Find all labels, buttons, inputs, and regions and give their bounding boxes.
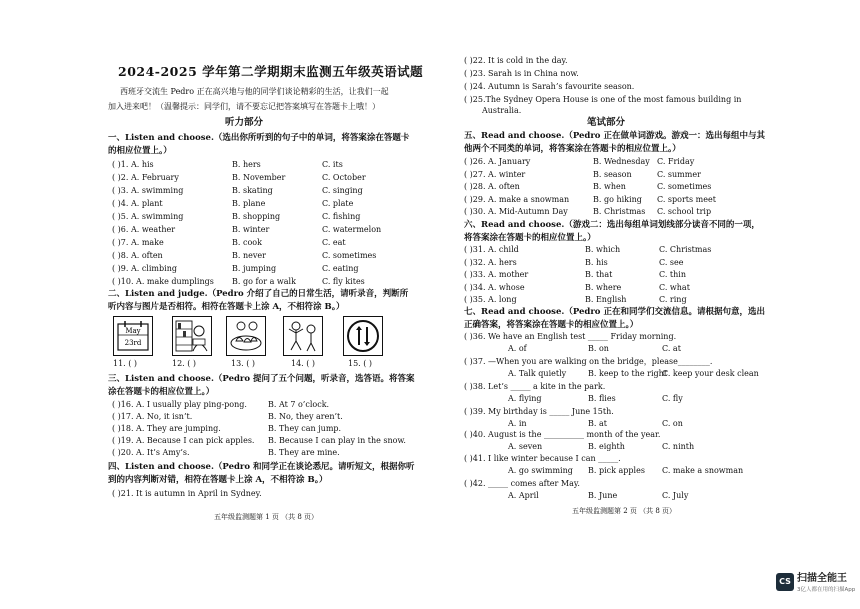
right-page [430,0,860,609]
item-42-option-b: B. June [588,491,618,500]
item-4-option-c: C. plate [322,199,354,208]
intro-line-1: 西班牙交流生 Pedro 正在高兴地与他的同学们谈论精彩的生活，让我们一起 [120,87,389,96]
item-5-option-b: B. shopping [232,212,281,221]
section1-header-1: 一、Listen and choose.（选出你所听到的句子中的单词，将答案涂在答题卡 [108,133,410,143]
item-37-option-a: A. Talk quietly [508,369,567,378]
item-40-option-c: C. ninth [662,442,695,451]
item-33-option-b: B. that [585,270,613,279]
item-8-option-a: ( )8. A. often [112,251,163,260]
item-42-option-a: A. April [508,491,539,500]
item-6-option-b: B. winter [232,225,270,234]
item-30-option-a: ( )30. A. Mid-Autumn Day [464,207,568,216]
item-4-option-b: B. plane [232,199,266,208]
judge-label-12: 12. ( ) [172,359,197,368]
item-28-option-a: ( )28. A. often [464,182,520,191]
item-35-option-b: B. English [585,295,627,304]
item-29-option-a: ( )29. A. make a snowman [464,194,570,204]
item-27-option-a: ( )27. A. winter [464,169,526,179]
section3-header-1: 三、Listen and choose.（Pedro 提问了五个问题，听录音，选答语。将答案 [108,374,415,384]
item-42-option-c: C. July [662,491,689,500]
item-2-option-a: ( )2. A. February [112,173,179,182]
judge-label-11: 11. ( ) [113,359,138,368]
item-31-option-a: ( )31. A. child [464,245,519,254]
item-1-option-c: C. its [322,160,343,169]
item-28-option-c: C. sometimes [657,182,712,191]
item-16-option-b: B. At 7 o’clock. [268,400,330,409]
item-7-option-a: ( )7. A. make [112,238,164,247]
item-34-option-c: C. what [659,282,690,292]
item-34-option-b: B. where [585,282,622,292]
item-38-option-b: B. flies [588,394,616,403]
item-27-option-c: C. summer [657,169,701,179]
intro-line-2: 加入进来吧！（温馨提示：同学们，请不要忘记把答案填写在答题卡上哦！） [108,102,380,111]
item-22: ( )22. It is cold in the day. [464,56,568,65]
scanner-app-name: 扫描全能王 [797,573,847,584]
item-23: ( )23. Sarah is in China now. [464,69,579,78]
item-7-option-b: B. cook [232,238,262,247]
dumplings-picture [226,316,266,356]
item-41-question: ( )41. I like winter because I can _____. [464,454,621,463]
item-18-option-a: ( )18. A. They are jumping. [112,424,221,433]
item-35-option-a: ( )35. A. long [464,295,517,304]
item-30-option-b: B. Christmas [593,207,646,216]
judge-label-14: 14. ( ) [291,359,316,368]
item-42-question: ( )42. _____ comes after May. [464,479,580,488]
section3-header-2: 涂在答题卡的相应位置上。） [108,387,215,397]
item-9-option-b: B. jumping [232,264,277,273]
item-3-option-a: ( )3. A. swimming [112,186,184,195]
section7-header-2: 正确答案，将答案涂在答题卡的相应位置上。） [464,320,639,330]
judge-label-15: 15. ( ) [348,359,373,368]
item-20-option-b: B. They are mine. [268,448,340,457]
item-34-option-a: ( )34. A. whose [464,282,525,292]
calendar-day: 23rd [124,339,142,347]
item-8-option-b: B. never [232,251,266,260]
item-4-option-a: ( )4. A. plant [112,199,163,208]
item-21: ( )21. It is autumn in April in Sydney. [112,489,262,498]
item-17-option-a: ( )17. A. No, it isn’t. [112,412,193,421]
item-6-option-c: C. watermelon [322,225,382,234]
item-25: ( )25.The Sydney Opera House is one of the most famous building in [464,95,742,104]
item-38-option-c: C. fly [662,394,683,403]
item-32-option-c: C. see [659,257,684,267]
item-17-option-b: B. No, they aren’t. [268,412,343,421]
section2-header-1: 二、Listen and judge.（Pedro 介绍了自己的日常生活，请听录音，判断所 [108,289,409,299]
item-37-question: ( )37. —When you are walking on the bridge，please________. [464,357,713,366]
item-31-option-c: C. Christmas [659,245,712,254]
exam-title: 2024-2025 学年第二学期期末监测五年级英语试题 [118,64,424,79]
keep-right-sign-picture [343,316,383,356]
section1-header-2: 的相应位置上。） [108,146,172,156]
item-3-option-b: B. skating [232,186,273,195]
item-3-option-c: C. singing [322,186,363,195]
children-playing-picture [283,316,323,356]
writing-heading: 笔试部分 [587,117,626,128]
item-37-option-c: C. keep your desk clean [662,369,759,378]
item-27-option-b: B. season [593,169,632,179]
item-20-option-a: ( )20. A. It’s Amy’s. [112,448,190,457]
item-29-option-c: C. sports meet [657,194,716,204]
item-29-option-b: B. go hiking [593,194,642,204]
item-6-option-a: ( )6. A. weather [112,225,176,234]
item-5-option-a: ( )5. A. swimming [112,212,184,221]
scanner-app-tagline: 3亿人都在用的扫描App [797,587,856,593]
section4-header-2: 到的内容判断对错，相符在答题卡上涂 A，不相符涂 B。） [108,475,328,485]
item-39-question: ( )39. My birthday is _____ June 15th. [464,407,614,416]
item-36-question: ( )36. We have an English test _____ Friday morning. [464,332,677,341]
item-26-option-a: ( )26. A. January [464,157,531,166]
item-41-option-c: C. make a snowman [662,466,744,475]
item-40-question: ( )40. August is the __________ month of the year. [464,430,661,439]
item-24: ( )24. Autumn is Sarah’s favourite season. [464,82,635,91]
footer-right: 五年级监测题第 2 页 （共 8 页） [572,507,677,515]
item-39-option-c: C. on [662,419,683,428]
item-41-option-a: A. go swimming [508,466,573,475]
item-30-option-c: C. school trip [657,207,712,216]
item-8-option-c: C. sometimes [322,251,377,260]
item-33-option-a: ( )33. A. mother [464,270,529,279]
item-2-option-b: B. November [232,173,286,182]
section7-header-1: 七、Read and choose.（Pedro 正在和同学们交流信息。请根据句意，选出 [464,307,765,317]
item-1-option-b: B. hers [232,160,261,169]
item-33-option-c: C. thin [659,270,686,279]
item-26-option-c: C. Friday [657,157,695,166]
item-1-option-a: ( )1. A. his [112,160,154,169]
item-9-option-a: ( )9. A. climbing [112,264,177,273]
item-10-option-b: B. go for a walk [232,277,296,286]
section4-header-1: 四、Listen and choose.（Pedro 和同学正在谈论悉尼。请听短文，根据你听 [108,462,415,472]
item-10-option-c: C. fly kites [322,277,365,286]
item-37-option-b: B. keep to the right [588,369,668,378]
item-19-option-a: ( )19. A. Because I can pick apples. [112,436,255,445]
section5-header-1: 五、Read and choose.（Pedro 正在做单词游戏。游戏一：选出每组中与其 [464,131,765,141]
item-5-option-c: C. fishing [322,212,361,221]
item-16-option-a: ( )16. A. I usually play ping-pong. [112,400,247,409]
item-10-option-a: ( )10. A. make dumplings [112,277,214,286]
item-25-continued: Australia. [482,106,522,115]
item-39-option-a: A. in [508,419,527,428]
section5-header-2: 他两个不同类的单词，将答案涂在答题卡的相应位置上。） [464,144,681,154]
item-19-option-b: B. Because I can play in the snow. [268,436,406,445]
item-40-option-a: A. seven [508,442,543,451]
scanner-logo-icon: CS [776,573,794,591]
item-40-option-b: B. eighth [588,442,625,451]
item-28-option-b: B. when [593,182,626,191]
item-32-option-a: ( )32. A. hers [464,257,517,267]
item-35-option-c: C. ring [659,295,687,304]
item-2-option-c: C. October [322,173,366,182]
item-38-option-a: A. flying [508,394,542,403]
calendar-picture [113,316,153,356]
item-32-option-b: B. his [585,257,608,267]
item-39-option-b: B. at [588,419,607,428]
item-38-question: ( )38. Let’s _____ a kite in the park. [464,382,606,391]
item-31-option-b: B. which [585,245,621,254]
item-7-option-c: C. eat [322,238,346,247]
section6-header-1: 六、Read and choose.（游戏二：选出每组单词划线部分读音不同的一项， [464,220,760,230]
item-26-option-b: B. Wednesday [593,157,650,166]
item-9-option-c: C. eating [322,264,359,273]
footer-left: 五年级监测题第 1 页 （共 8 页） [214,513,319,521]
judge-label-13: 13. ( ) [231,359,256,368]
section6-header-2: 将答案涂在答题卡的相应位置上。） [464,233,596,243]
section2-header-2: 听内容与图片是否相符。相符在答题卡上涂 A，不相符涂 B。） [108,302,345,312]
item-36-option-b: B. on [588,344,609,353]
item-41-option-b: B. pick apples [588,466,645,475]
item-36-option-c: C. at [662,344,681,353]
item-18-option-b: B. They can jump. [268,424,342,433]
item-36-option-a: A. of [508,344,527,353]
reading-boy-picture [172,316,212,356]
calendar-month: May [125,327,141,335]
listening-heading: 听力部分 [225,117,264,128]
